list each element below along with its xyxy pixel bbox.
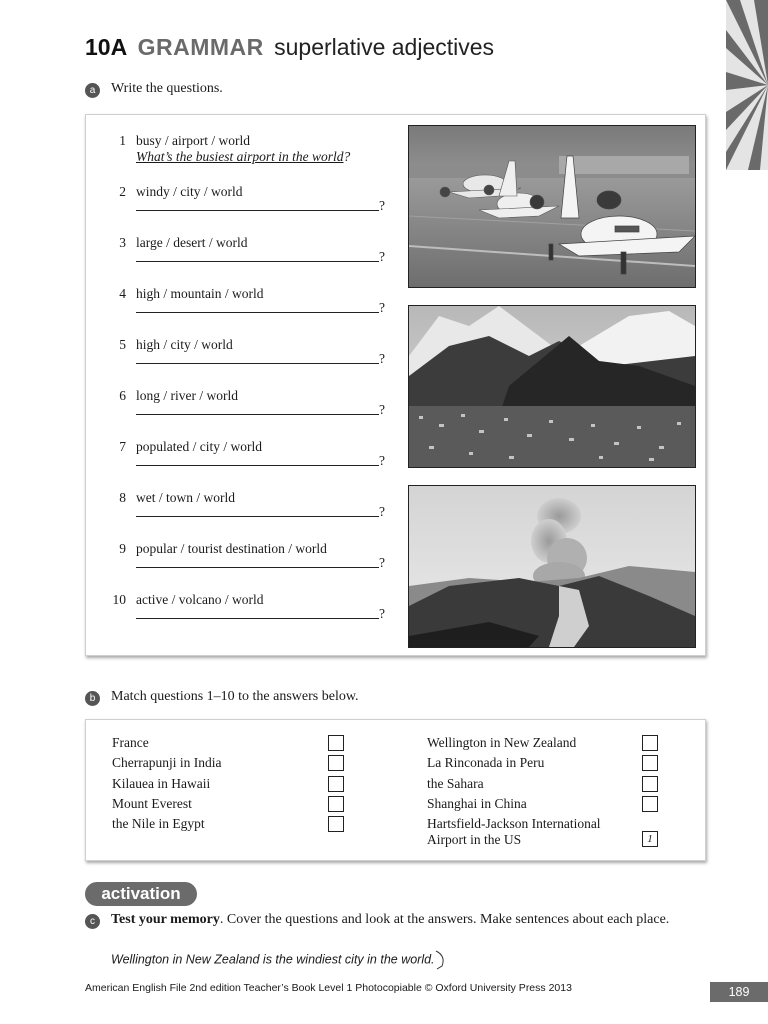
question-number: 8 — [119, 490, 126, 505]
instruction-a: Write the questions. — [111, 81, 223, 96]
question-prompt: wet / town / world — [136, 490, 235, 505]
match-item-cherrapunji: Cherrapunji in India — [112, 755, 222, 770]
airport-photo — [408, 125, 696, 288]
instruction-c — [111, 912, 671, 928]
question-prompt: large / desert / world — [136, 235, 248, 250]
badge-c: c — [85, 914, 100, 929]
exercise-a-box — [85, 114, 706, 656]
instruction-b: Match questions 1–10 to the answers below. — [111, 689, 359, 704]
question-prompt: popular / tourist destination / world — [136, 541, 327, 556]
answer-box-filled[interactable]: 1 — [642, 831, 658, 847]
example-answer — [136, 149, 350, 165]
question-number: 5 — [119, 337, 126, 352]
question-mark: ? — [379, 351, 385, 366]
answer-line[interactable] — [136, 261, 379, 262]
example-sentence — [111, 950, 448, 970]
answer-line[interactable] — [136, 567, 379, 568]
question-prompt: long / river / world — [136, 388, 238, 403]
question-mark: ? — [379, 249, 385, 264]
answer-box[interactable] — [328, 735, 344, 751]
answer-box[interactable] — [328, 796, 344, 812]
question-mark: ? — [379, 402, 385, 417]
answer-box[interactable] — [642, 796, 658, 812]
match-item-la-rinconada: La Rinconada in Peru — [427, 755, 545, 770]
footer-book: American English File 2nd edition Teacher’s Book Level 1 — [85, 982, 353, 994]
footer — [85, 982, 572, 994]
question-mark: ? — [379, 453, 385, 468]
question-number: 9 — [119, 541, 126, 556]
unit-number: 10A — [85, 34, 128, 60]
question-prompt: populated / city / world — [136, 439, 262, 454]
speech-bracket-icon — [434, 950, 448, 970]
badge-b: b — [85, 691, 100, 706]
answer-box[interactable] — [642, 776, 658, 792]
answer-box[interactable] — [642, 755, 658, 771]
answer-line[interactable] — [136, 312, 379, 313]
answer-box[interactable] — [642, 735, 658, 751]
exercise-b-box — [85, 719, 706, 861]
match-item-hartsfield-jackson — [427, 816, 601, 848]
match-item-shanghai: Shanghai in China — [427, 796, 527, 811]
question-mark: ? — [379, 504, 385, 519]
corner-sunburst-decoration — [726, 0, 768, 170]
question-prompt: high / city / world — [136, 337, 233, 352]
match-item-kilauea: Kilauea in Hawaii — [112, 776, 211, 791]
instruction-c-text: . Cover the questions and look at the answers. Make sentences about each place. — [219, 912, 670, 927]
question-mark: ? — [379, 300, 385, 315]
answer-line[interactable] — [136, 465, 379, 466]
answer-line[interactable] — [136, 516, 379, 517]
question-number: 6 — [119, 388, 126, 403]
question-number: 3 — [119, 235, 126, 250]
answer-line[interactable] — [136, 363, 379, 364]
match-item-line-1: Hartsfield-Jackson International — [427, 816, 601, 831]
question-number: 2 — [119, 184, 126, 199]
question-mark: ? — [379, 606, 385, 621]
question-prompt: active / volcano / world — [136, 592, 264, 607]
instruction-c-bold: Test your memory — [111, 912, 220, 927]
answer-box[interactable] — [328, 816, 344, 832]
match-item-everest: Mount Everest — [112, 796, 192, 811]
mountain-city-photo — [408, 305, 696, 468]
page-number: 189 — [710, 982, 768, 1002]
match-item-nile: the Nile in Egypt — [112, 816, 205, 831]
volcano-photo — [408, 485, 696, 648]
match-item-france: France — [112, 735, 149, 750]
example-sentence-text: Wellington in New Zealand is the windiest city in the world. — [111, 952, 435, 967]
question-mark: ? — [379, 555, 385, 570]
question-number: 7 — [119, 439, 126, 454]
answer-line[interactable] — [136, 618, 379, 619]
example-answer-qmark: ? — [343, 149, 351, 164]
question-prompt: busy / airport / world — [136, 133, 250, 148]
question-number: 4 — [119, 286, 126, 301]
badge-a: a — [85, 83, 100, 98]
answer-box[interactable] — [328, 755, 344, 771]
answer-line[interactable] — [136, 414, 379, 415]
question-prompt: high / mountain / world — [136, 286, 264, 301]
section-name: GRAMMAR — [137, 34, 264, 60]
question-prompt: windy / city / world — [136, 184, 243, 199]
activation-badge: activation — [85, 882, 197, 906]
answer-line[interactable] — [136, 210, 379, 211]
page-title — [85, 34, 494, 61]
match-item-wellington: Wellington in New Zealand — [427, 735, 577, 750]
question-number: 1 — [119, 133, 126, 148]
question-number: 10 — [112, 592, 126, 607]
question-mark: ? — [379, 198, 385, 213]
example-answer-text: What’s the busiest airport in the world — [136, 149, 344, 164]
match-item-sahara: the Sahara — [427, 776, 484, 791]
topic-title: superlative adjectives — [274, 34, 495, 60]
match-item-line-2: Airport in the US — [427, 832, 522, 847]
answer-box[interactable] — [328, 776, 344, 792]
footer-rights: Photocopiable © Oxford University Press 2013 — [355, 982, 572, 994]
